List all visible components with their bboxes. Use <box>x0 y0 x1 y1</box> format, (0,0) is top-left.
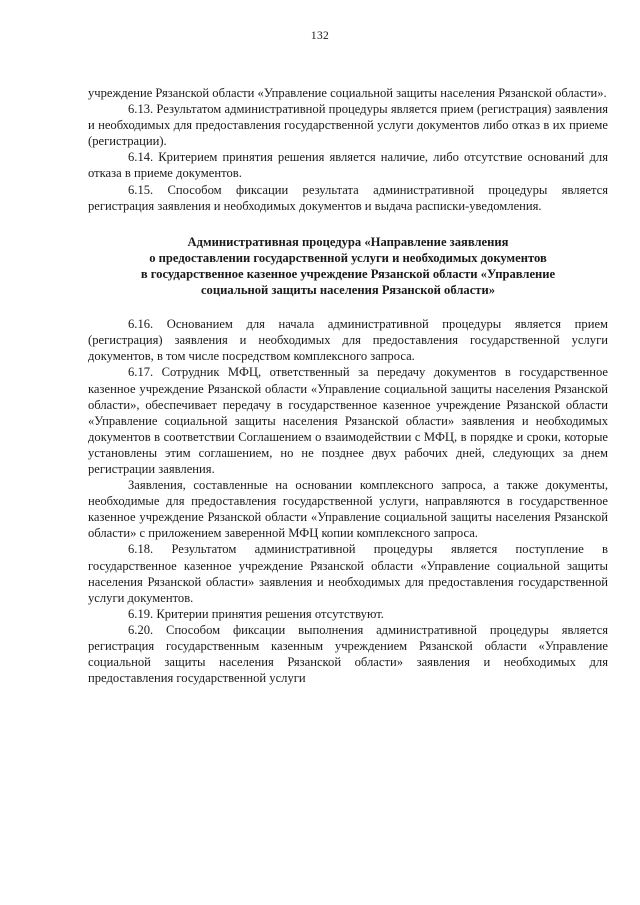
heading-line: в государственное казенное учреждение Рязанской области «Управление <box>140 266 556 281</box>
heading-line: Административная процедура «Направление заявления <box>187 234 509 249</box>
paragraph-6-13: 6.13. Результатом административной процедуры является прием (регистрация) заявления и необходимых для предоставления государственной услуги документов либо отказ в их приеме (регистрации). <box>88 102 608 149</box>
paragraph-6-20: 6.20. Способом фиксации выполнения административной процедуры является регистрация государственным казенным учреждением Рязанской области «Управление социальной защиты населения Рязанской области» заявления и необходимых для предоставления государственной услуги <box>88 622 608 686</box>
paragraph-6-15: 6.15. Способом фиксации результата административной процедуры является регистрация заявления и необходимых документов и выдача расписки-уведомления. <box>88 182 608 213</box>
paragraph-6-18: 6.18. Результатом административной процедуры является поступление в государственное казенное учреждение Рязанской области «Управление социальной защиты населения Рязанской области» заявления и необходимых для предоставления государственной услуги документов. <box>88 542 608 605</box>
paragraph-6-16: 6.16. Основанием для начала административной процедуры является прием (регистрация) заявления и необходимых для предоставления государственной услуги документов, в том числе посредством комплексного запроса. <box>88 317 608 364</box>
heading-line: социальной защиты населения Рязанской области» <box>200 283 496 298</box>
page-number: 132 <box>310 30 330 42</box>
paragraph-continuation: учреждение Рязанской области «Управление социальной защиты населения Рязанской области». <box>88 86 607 100</box>
heading-line: о предоставлении государственной услуги и необходимых документов <box>149 250 547 265</box>
document-body <box>88 85 608 686</box>
paragraph-6-14: 6.14. Критерием принятия решения является наличие, либо отсутствие оснований для отказа в приеме документов. <box>88 150 608 181</box>
paragraph-6-17: 6.17. Сотрудник МФЦ, ответственный за передачу документов в государственное казенное учреждение Рязанской области «Управление социальной защиты населения Рязанской области», обеспечивает передачу в государственное казенное учреждение Рязанской области «Управление социальной защиты населения Рязанской области» заявления и необходимых документов в соответствии Соглашением о взаимодействии с МФЦ, в порядке и сроки, которые установлены этим соглашением, но не позднее двух рабочих дней, следующих за днем регистрации заявления. <box>88 365 608 476</box>
paragraph-complex-request: Заявления, составленные на основании комплексного запроса, а также документы, необходимые для предоставления государственной услуги, направляются в государственное казенное учреждение Рязанской области «Управление социальной защиты населения Рязанской области» с приложением заверенной МФЦ копии комплексного запроса. <box>88 478 608 541</box>
paragraph-6-19: 6.19. Критерии принятия решения отсутствуют. <box>128 606 384 621</box>
section-heading <box>88 234 608 298</box>
